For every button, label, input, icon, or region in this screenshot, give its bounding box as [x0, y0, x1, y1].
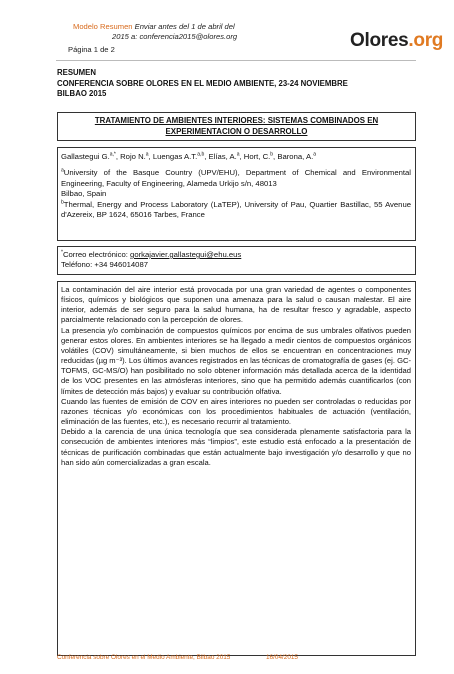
footer: [57, 654, 298, 661]
abstract-box: [57, 281, 416, 656]
header-divider: [56, 60, 416, 61]
phone-line: Teléfono: +34 946014087: [61, 260, 148, 270]
title-line-1: TRATAMIENTO DE AMBIENTES INTERIORES: SISTEMAS COMBINADOS EN: [94, 116, 379, 125]
email-line: *Correo electrónico: gorkajavier.gallastegui@ehu.eus: [61, 249, 242, 259]
deadline-text: Enviar antes del 1 de abril del: [134, 22, 235, 31]
page-number: Página 1 de 2: [68, 45, 115, 54]
author-list: Gallastegui G.$^{a,*}$, Rojo N.$^a$, Luengas A.T.$^{a,b}$, Elías, A.$^a$, Hort, C.$^b$, Barona, A.$^a$: [61, 151, 317, 161]
author-name: Elías, A.: [208, 152, 237, 161]
authors-box: [57, 147, 416, 241]
footer-conference: Conferencia sobre Olores en el Medio Ambiente, Bilbao 2015: [57, 654, 231, 661]
abstract-paragraph: Cuando las fuentes de emisión de COV en aires interiores no pueden ser controladas o reducidas por razones técnicas y/o económicas con los procedimientos habituales de actuación (ventilación, eliminación de las fuentes, etc.), es necesario recurrir al tratamiento.: [61, 396, 411, 427]
header-line-2: 2015 a: conferencia2015@olores.org: [112, 32, 238, 41]
olores-logo: Olores.org: [350, 30, 444, 51]
abstract-paragraph: La contaminación del aire interior está provocada por una gran variedad de agentes o componentes físicos, químicos y biológicos que suponen una amenaza para la salud o causan malestar. El aire interior, además de ser seguro para la salud humana, ha de resultar fresco y agradable, aspecto parcialmente relacionado con la percepción de olores.: [61, 285, 411, 325]
logo-part-2: org: [413, 30, 444, 51]
resumen-line-3: BILBAO 2015: [57, 89, 107, 98]
author-name: Luengas A.T.: [152, 152, 198, 161]
title-line-2: EXPERIMENTACION O DESARROLLO: [165, 126, 308, 136]
correspondence-box: [57, 246, 416, 275]
author-name: Hort, C.: [243, 152, 271, 161]
footer-date: 16/04/2015: [266, 654, 298, 661]
modelo-label: Modelo Resumen: [73, 22, 133, 31]
resumen-line-1: RESUMEN: [57, 68, 96, 77]
affiliation-a: $^a$University of the Basque Country (UPV/EHU), Department of Chemical and Environmental Engineering, Faculty of Engineering, Alameda Urkijo s/n, 48013 Bilbao, Spain $^b$Thermal, Energy and Process Laboratory (LaTEP), University of Pau, Quartier Bastillac, 55 Avenue d'Azereix, BP 1624, 65016 Tarbes, France: [61, 167, 411, 220]
title-box: [57, 112, 416, 141]
author-name: Gallastegui G.: [61, 152, 110, 161]
logo-part-1: Olores: [350, 30, 409, 51]
resumen-line-2: CONFERENCIA SOBRE OLORES EN EL MEDIO AMBIENTE, 23-24 NOVIEMBRE: [57, 78, 348, 88]
title-text: [58, 113, 415, 137]
author-name: Rojo N.: [120, 152, 146, 161]
author-name: Barona, A.: [277, 152, 314, 161]
abstract-paragraph: La presencia y/o combinación de compuestos químicos por encima de sus umbrales olfativos pueden generar estos olores. En ambientes interiores se ha llegado a medir cientos de compuestos orgánicos volátiles (COV) simultáneamente, si bien muchos de ellos se encuentran en concentraciones muy reducidas (µg m⁻³). Los últimos avances registrados en las técnicas de cromatografía de gases (ej. GC-TOFMS, GC-MS/O) han posibilitado no solo obtener información más detallada acerca de la identidad de los VOC presentes en las atmósferas interiores, sino que ha permitido además cuantificarlos (con límites de detección más bajos) y evaluar su contribución olfativa.: [61, 325, 411, 396]
abstract-paragraph: Debido a la carencia de una única tecnología que sea considerada plenamente satisfactoria para la consecución de ambientes interiores más “limpios”, este estudio está enfocado a la presentación de técnicas de purificación combinadas que están actualmente bajo investigación y/o desarrollo y que no han sido aún comercializadas a gran escala.: [61, 427, 411, 467]
email-label: Correo electrónico:: [62, 250, 131, 259]
email-link[interactable]: gorkajavier.gallastegui@ehu.eus: [130, 250, 242, 259]
header-line-1: [73, 22, 235, 31]
resumen-heading: [57, 68, 417, 100]
